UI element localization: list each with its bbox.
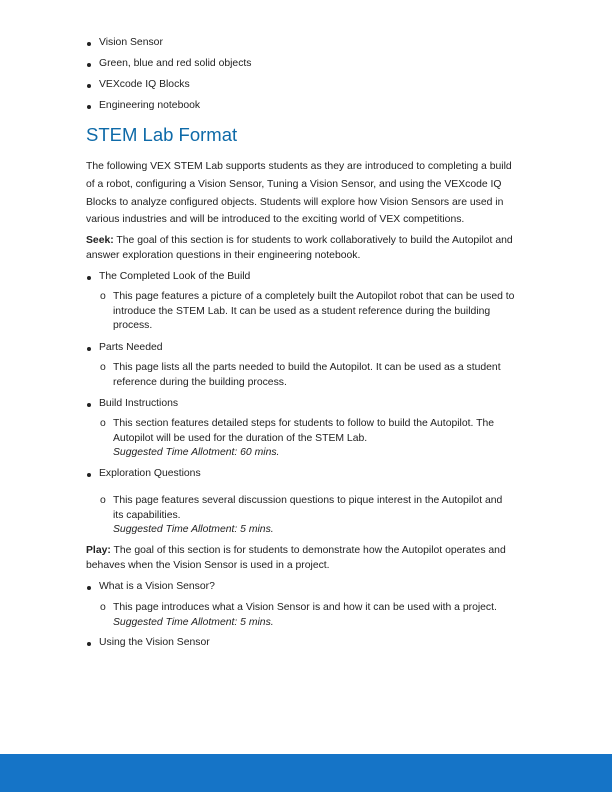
seek-item-title: The Completed Look of the Build — [99, 271, 251, 282]
materials-item: VEXcode IQ Blocks — [99, 79, 190, 90]
footer-bar — [0, 754, 612, 792]
seek-item-desc — [113, 494, 502, 538]
bullet-icon — [87, 63, 91, 67]
bullet-icon — [87, 42, 91, 46]
seek-item-title: Build Instructions — [99, 398, 179, 409]
materials-item: Engineering notebook — [99, 100, 201, 111]
seek-item-title: Parts Needed — [99, 342, 163, 353]
play-text: The goal of this section is for students to demonstrate how the Autopilot operates and — [110, 545, 506, 556]
intro-paragraph — [86, 160, 512, 228]
suggested-time: Suggested Time Allotment: 60 mins. — [113, 447, 280, 459]
desc-line: This section features detailed steps for students to follow to build the Autopilot. The — [113, 418, 495, 429]
desc-line: reference during the building process. — [113, 376, 287, 388]
sub-bullet-icon: o — [100, 291, 106, 302]
materials-item: Vision Sensor — [99, 37, 163, 48]
suggested-time: Suggested Time Allotment: 5 mins. — [113, 524, 274, 536]
desc-line: This page features a picture of a completely built the Autopilot robot that can be used to — [113, 291, 515, 302]
seek-item-desc — [113, 361, 501, 390]
desc-line: This page introduces what a Vision Sensor is and how it can be used with a project. — [113, 602, 497, 613]
seek-paragraph — [86, 234, 513, 263]
play-item-desc — [113, 601, 497, 630]
bullet-icon — [87, 84, 91, 88]
seek-item-desc — [113, 290, 514, 334]
bullet-icon — [87, 473, 91, 477]
seek-item-title: Exploration Questions — [99, 468, 201, 479]
bullet-icon — [87, 586, 91, 590]
play-label: Play: — [86, 545, 111, 556]
desc-line: process. — [113, 320, 153, 332]
bullet-icon — [87, 347, 91, 351]
sub-bullet-icon: o — [100, 495, 106, 506]
bullet-icon — [87, 276, 91, 280]
desc-line: its capabilities. — [113, 509, 181, 521]
desc-line: This page lists all the parts needed to build the Autopilot. It can be used as a student — [113, 362, 501, 373]
section-heading: STEM Lab Format — [86, 124, 238, 145]
desc-line: Autopilot will be used for the duration of the STEM Lab. — [113, 432, 368, 444]
bullet-icon — [87, 642, 91, 646]
sub-bullet-icon: o — [100, 418, 106, 429]
bullet-icon — [87, 403, 91, 407]
desc-line: introduce the STEM Lab. It can be used as a student reference during the building — [113, 305, 491, 317]
play-text-line2: behaves when the Vision Sensor is used in a project. — [86, 559, 330, 571]
sub-bullet-icon: o — [100, 362, 106, 373]
suggested-time: Suggested Time Allotment: 5 mins. — [113, 616, 274, 628]
seek-label: Seek: — [86, 235, 114, 246]
play-item-title: What is a Vision Sensor? — [99, 581, 215, 592]
seek-text: The goal of this section is for students to work collaboratively to build the Autopilot and — [113, 235, 513, 246]
intro-line: various industries and will be introduced to the exciting world of VEX competitions. — [86, 214, 465, 226]
intro-line: The following VEX STEM Lab supports students as they are introduced to completing a build — [86, 161, 512, 172]
materials-item: Green, blue and red solid objects — [99, 58, 252, 69]
desc-line: This page features several discussion questions to pique interest in the Autopilot and — [113, 495, 503, 506]
sub-bullet-icon: o — [100, 602, 106, 613]
intro-line: of a robot, configuring a Vision Sensor, Tuning a Vision Sensor, and using the VEXcode IQ — [86, 178, 502, 190]
intro-line: Blocks to analyze configured objects. Students will explore how Vision Sensors are used in — [86, 196, 504, 208]
bullet-icon — [87, 105, 91, 109]
seek-item-desc — [113, 417, 494, 461]
seek-text-line2: answer exploration questions in their engineering notebook. — [86, 249, 361, 261]
play-item-title: Using the Vision Sensor — [99, 637, 210, 648]
play-paragraph — [86, 544, 506, 573]
